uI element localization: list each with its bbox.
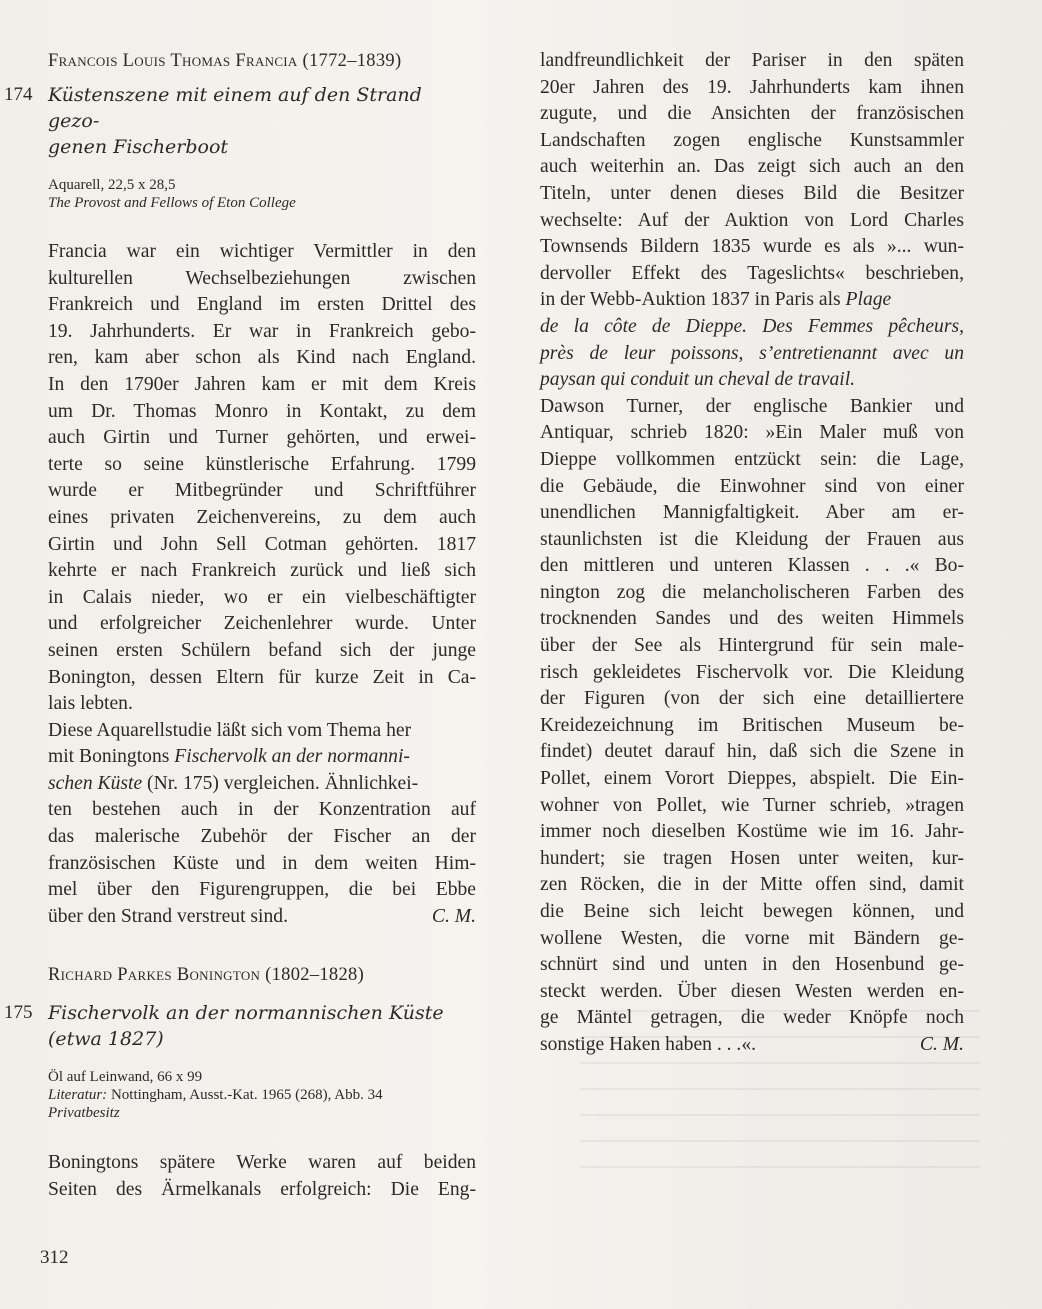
text-line: 20er Jahren des 19. Jahrhunderts kam ihnen — [540, 76, 964, 98]
italic-title-ref: Plage — [845, 289, 892, 311]
text-line: terte so seine künstlerische Erfahrung. 1799 — [48, 453, 476, 475]
title-line: genen Fischerboot — [48, 136, 229, 158]
italic-title-lines — [540, 314, 964, 394]
text-line: Diese Aquarellstudie läßt sich vom Thema her — [48, 719, 412, 741]
text-line: risch gekleidetes Fischervolk vor. Die Kleidung — [540, 661, 964, 683]
text-line: wechselte: Auf der Auktion von Lord Charles — [540, 209, 964, 231]
text-line: 19. Jahrhunderts. Er war in Frankreich gebo- — [48, 320, 476, 342]
entry-175-text — [48, 1150, 476, 1203]
right-column — [540, 48, 964, 1059]
text-line-last — [48, 904, 476, 931]
text-line: schnürt sind und unten in den Hosenbund ge- — [540, 954, 964, 976]
text-line: wollene Westen, die vorne mit Bändern ge- — [540, 927, 964, 949]
page-number: 312 — [40, 1247, 69, 1268]
artist-heading-bonington: Richard Parkes Bonington (1802–1828) — [48, 965, 365, 986]
author-signature: C. M. — [919, 1033, 964, 1055]
text-line: nington zog die melancholischeren Farben des — [540, 581, 964, 603]
text-line: Bonington, dessen Eltern für kurze Zeit in Ca- — [48, 666, 476, 688]
text-line: seinen ersten Schülern befand sich der junge — [48, 639, 476, 661]
text-line: immer noch dieselben Kostüme wie im 16. Jahr- — [540, 821, 964, 843]
text-line: und erfolgreicher Zeichenlehrer wurde. Unter — [48, 613, 476, 635]
text-line: Boningtons spätere Werke waren auf beiden — [48, 1152, 476, 1174]
text-line: trocknenden Sandes und des weiten Himmels — [540, 608, 964, 630]
text-line: ren, kam aber schon als Kind nach England. — [48, 347, 476, 369]
text-line: Antiquar, schrieb 1820: »Ein Maler muß von — [540, 422, 964, 444]
literature — [48, 1086, 476, 1104]
entry-174-text — [48, 239, 476, 930]
text-line — [540, 287, 964, 314]
text-line: über der See als Hintergrund für sein male- — [540, 635, 964, 657]
text-line: die Gebäude, die Einwohner sind von einer — [540, 475, 964, 497]
text-line: In den 1790er Jahren kam er mit dem Kreis — [48, 373, 476, 395]
text-line: Landschaften zogen englische Kunstsammler — [540, 129, 964, 151]
entry-175-metadata — [48, 1068, 476, 1122]
text-line: in Calais nieder, wo er ein vielbeschäftigter — [48, 586, 476, 608]
text-line: auch weiterhin an. Das zeigt sich auch an den — [540, 156, 964, 178]
text-line: Kreidezeichnung im Britischen Museum be- — [540, 714, 964, 736]
text-line: dervoller Effekt des Tageslichts« beschrieben, — [540, 262, 964, 284]
text-line: mel über den Figurengruppen, die bei Ebbe — [48, 879, 476, 901]
title-line: (etwa 1827) — [48, 1028, 164, 1051]
text-line — [48, 744, 476, 771]
text-line: kehrte er nach Frankreich zurück und ließ sich — [48, 560, 476, 582]
text-line: um Dr. Thomas Monro in Kontakt, zu dem — [48, 400, 476, 422]
paragraph — [540, 48, 964, 287]
text-line-last — [540, 1032, 964, 1059]
text-line: hundert; sie tragen Hosen unter weiten, kur- — [540, 847, 964, 869]
text-line: steckt werden. Über diesen Westen werden en- — [540, 980, 964, 1002]
text-line: die Beine sich leicht bewegen können, und — [540, 901, 964, 922]
artist-heading-francia: Francois Louis Thomas Francia (1772–1839) — [48, 51, 402, 71]
text-line: de la côte de Dieppe. Des Femmes pêcheurs, — [540, 315, 964, 337]
text-line: paysan qui conduit un cheval de travail. — [540, 369, 856, 391]
text-span: (Nr. 175) vergleichen. Ähnlichkei- — [142, 772, 419, 794]
italic-title-ref: schen Küste — [48, 772, 143, 794]
text-line: Dieppe vollkommen entzückt sein: die Lage, — [540, 448, 964, 470]
text-line: Pollet, einem Vorort Dieppes, abspielt. Die Ein- — [540, 768, 964, 790]
literature-text: Nottingham, Ausst.-Kat. 1965 (268), Abb. 34 — [107, 1087, 383, 1104]
text-line: wurde er Mitbegründer und Schriftführer — [48, 480, 476, 502]
italic-title-ref: Fischervolk an der normanni- — [174, 746, 410, 768]
owner: The Provost and Fellows of Eton College — [48, 195, 296, 211]
text-line: ten bestehen auch in der Konzentration auf — [48, 799, 476, 821]
text-line: près de leur poissons, s’entretienannt avec un — [540, 342, 964, 364]
text-line: zen Röcken, die in der Mitte offen sind, damit — [540, 874, 964, 896]
text-line: der Figuren (von der sich eine detailliertere — [540, 688, 964, 710]
text-line: lais lebten. — [48, 693, 133, 715]
paragraph — [48, 1150, 476, 1203]
owner: Privatbesitz — [48, 1105, 120, 1122]
catalog-number-175: 175 — [4, 1002, 33, 1024]
literature-label: Literatur: — [48, 1087, 108, 1104]
text-line: zugute, und die Ansichten der französischen — [540, 103, 964, 125]
medium: Aquarell, 22,5 x 28,5 — [48, 177, 176, 193]
text-line: das malerische Zubehör der Fischer an der — [48, 826, 476, 848]
text-line: Girtin und John Sell Cotman gehörten. 1817 — [48, 533, 476, 555]
text-line: Francia war ein wichtiger Vermittler in den — [48, 241, 476, 262]
paragraph — [540, 394, 964, 1032]
medium: Öl auf Leinwand, 66 x 99 — [48, 1069, 203, 1086]
text-line — [48, 771, 476, 798]
paragraph — [48, 718, 476, 931]
title-line: Fischervolk an der normannischen Küste — [48, 1002, 444, 1025]
text-span: in der Webb-Auktion 1837 in Paris als — [540, 289, 846, 311]
text-line: unendlichen Mannigfaltigkeit. Aber am er- — [540, 502, 964, 524]
text-line: den mittleren und unteren Klassen . . .« Bo- — [540, 555, 964, 577]
author-signature: C. M. — [431, 905, 476, 927]
text-line: kulturellen Wechselbeziehungen zwischen — [48, 267, 476, 289]
text-span: sonstige Haken haben . . .«. — [540, 1033, 757, 1055]
text-line: Dawson Turner, der englische Bankier und — [540, 395, 964, 417]
text-span: über den Strand verstreut sind. — [48, 905, 288, 927]
title-line: Küstenszene mit einem auf den Strand gezo- — [48, 84, 422, 132]
text-line: Seiten des Ärmelkanals erfolgreich: Die Eng- — [48, 1179, 476, 1201]
entry-175-text-continued — [540, 48, 964, 1059]
text-line: staunlichsten ist die Kleidung der Frauen aus — [540, 528, 964, 550]
text-line: französischen Küste und in dem weiten Him- — [48, 852, 476, 874]
text-line: eines privaten Zeichenvereins, zu dem auch — [48, 506, 476, 528]
left-column — [4, 48, 476, 1204]
catalog-number-174: 174 — [4, 84, 33, 105]
text-line: Townsends Bildern 1835 wurde es als »... wun- — [540, 236, 964, 258]
text-line: findet) deutet darauf hin, daß sich die Szene in — [540, 741, 964, 763]
text-line: ge Mäntel getragen, die weder Knöpfe noch — [540, 1007, 964, 1029]
text-line: Titeln, unter denen dieses Bild die Besitzer — [540, 182, 964, 204]
text-line: Frankreich und England im ersten Drittel des — [48, 294, 476, 316]
text-span: mit Boningtons — [48, 746, 175, 768]
paragraph — [48, 239, 476, 718]
text-line: wohner von Pollet, wie Turner schrieb, »tragen — [540, 794, 964, 816]
catalog-entry-175-title — [4, 1000, 476, 1052]
entry-174-metadata — [48, 176, 476, 212]
text-line: landfreundlichkeit der Pariser in den späten — [540, 50, 964, 71]
catalog-entry-174-title — [4, 82, 476, 160]
text-line: auch Girtin und Turner gehörten, und erwei- — [48, 427, 476, 449]
text-lines — [48, 797, 476, 903]
